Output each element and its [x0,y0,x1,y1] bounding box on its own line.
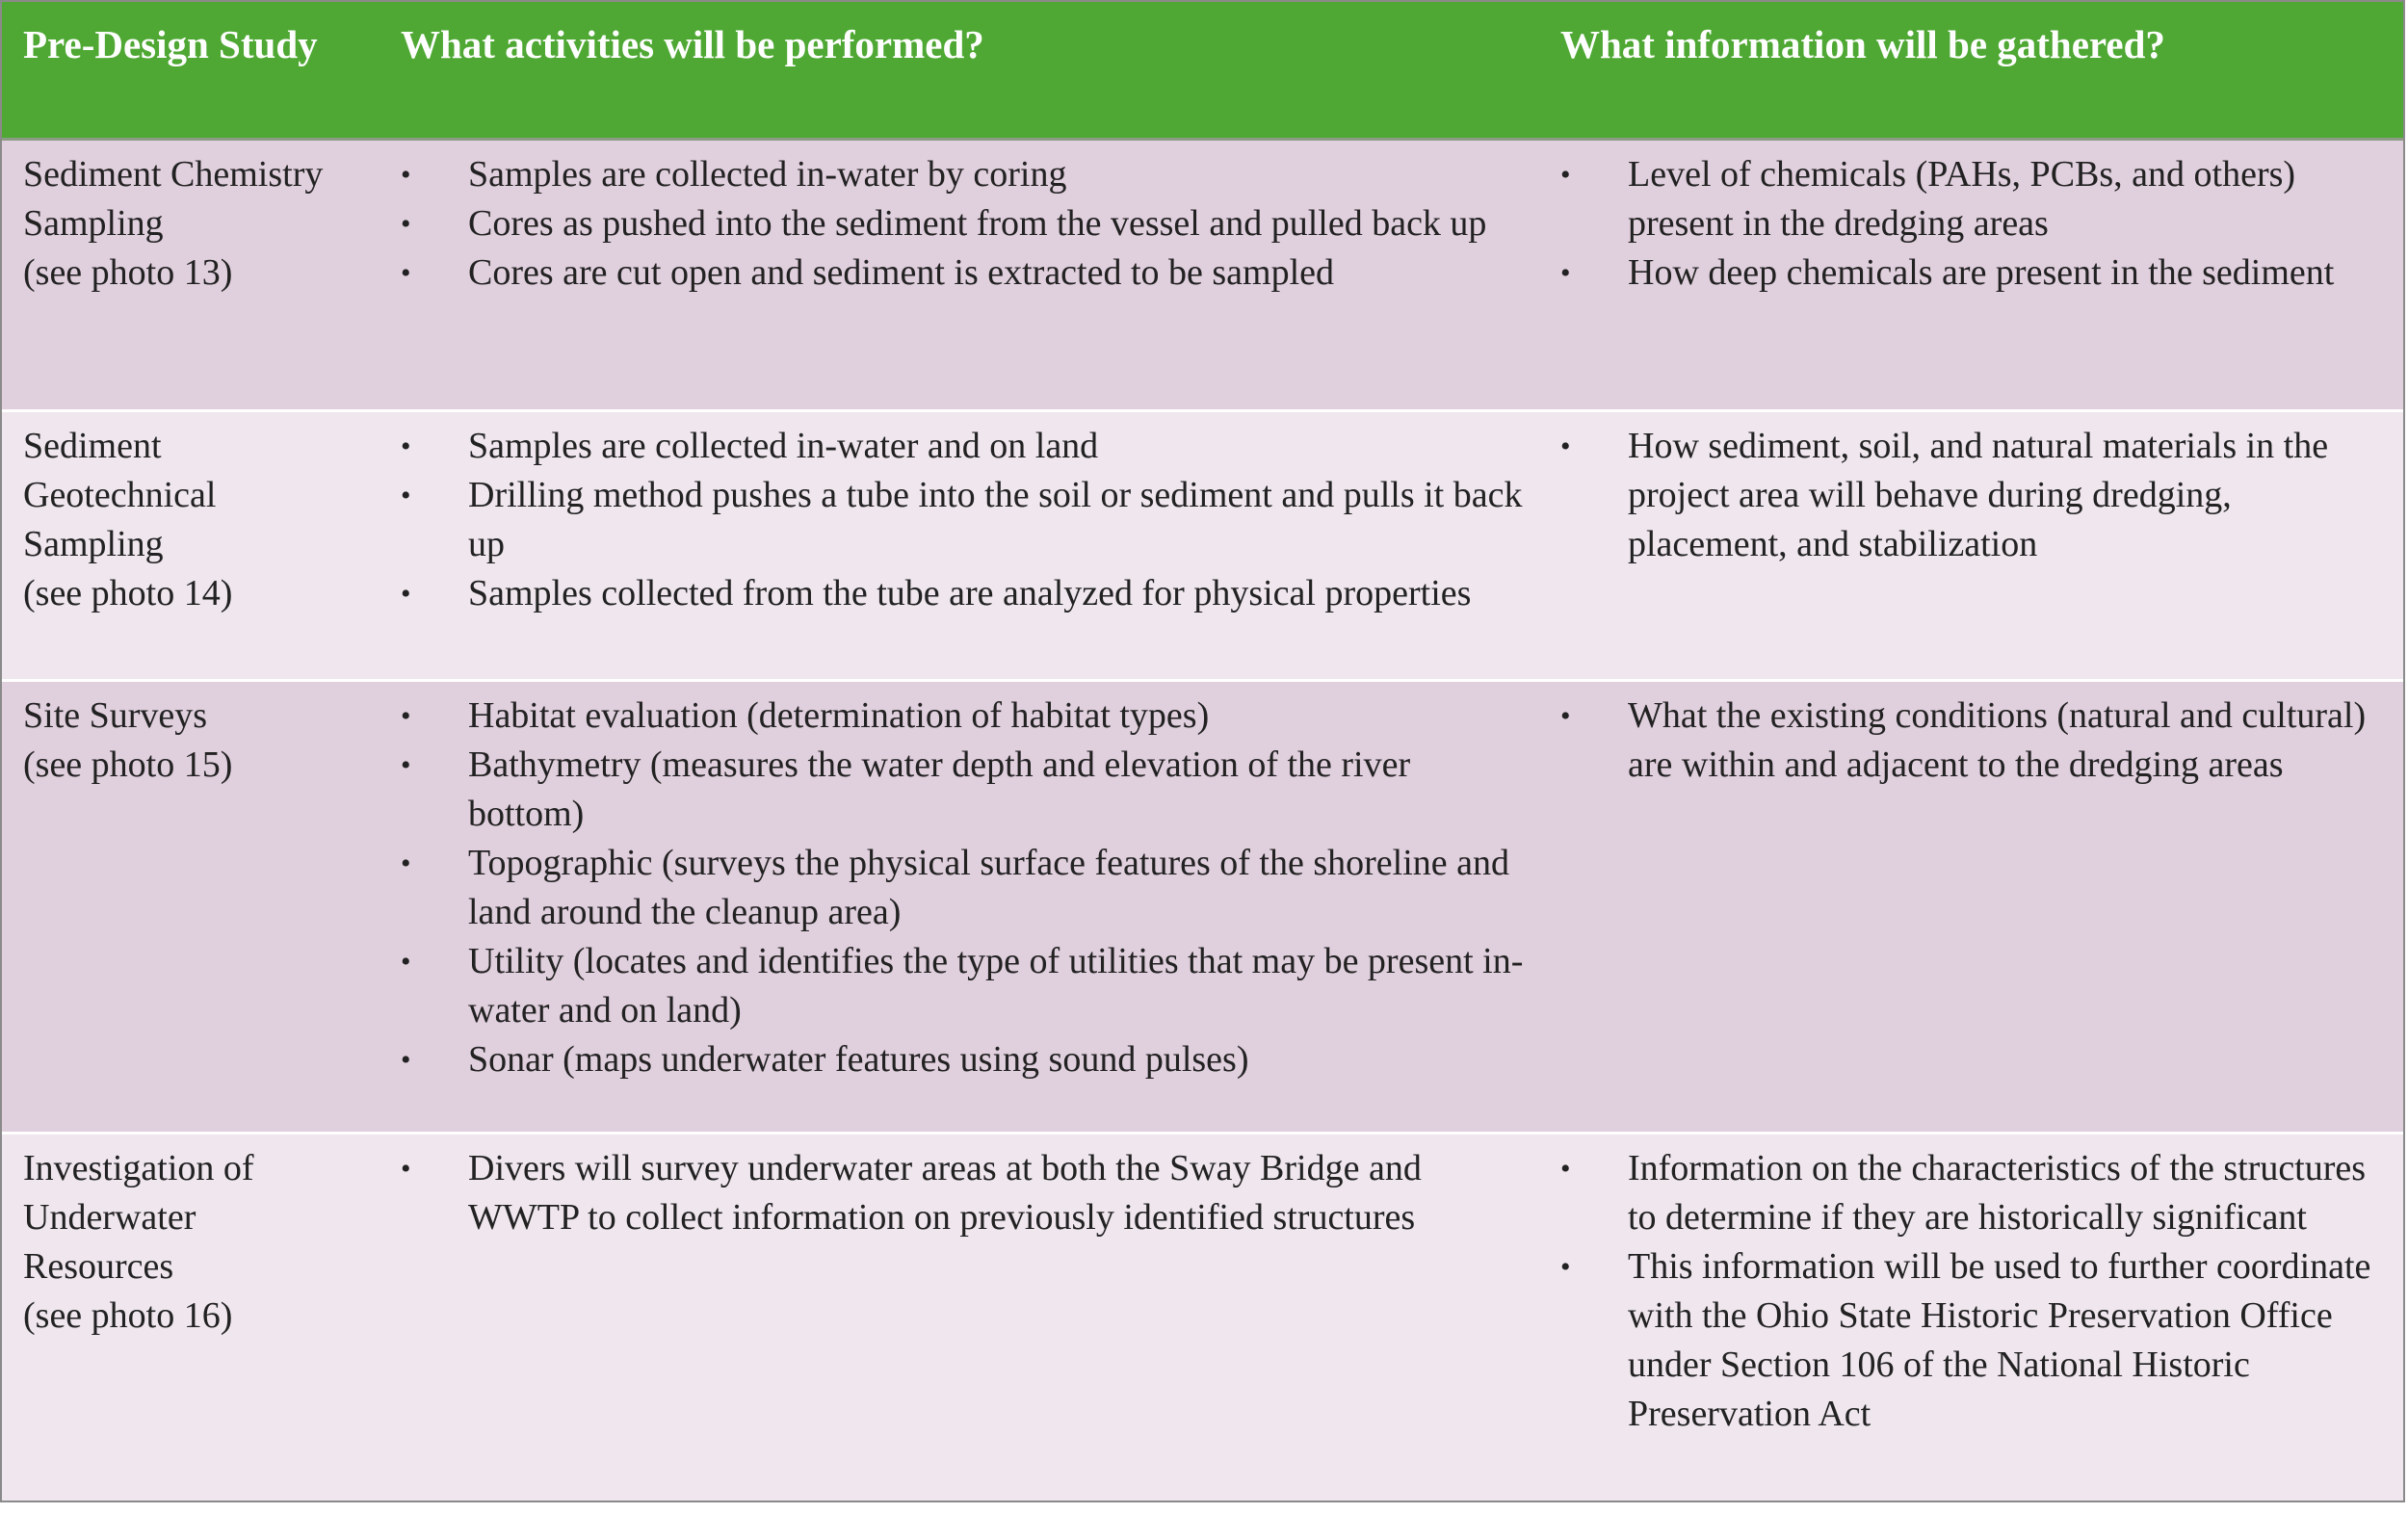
study-line: Underwater [23,1196,196,1238]
information-item: • How deep chemicals are present in the sediment [1560,248,2380,298]
table-row [2,139,2403,410]
information-item: • This information will be used to further coordinate with the Ohio State Historic Preservation Office under Section 106 of the National Historic Preservation Act [1560,1242,2380,1439]
information-item: • How sediment, soil, and natural materials in the project area will behave during dredging, placement, and stabilization [1560,422,2380,569]
activity-item: • Cores as pushed into the sediment from the vessel and pulled back up [401,199,1524,248]
activity-item: • Samples are collected in-water by coring [401,150,1524,199]
header-activities: What activities will be performed? [381,2,1541,139]
information-item: • Information on the characteristics of the structures to determine if they are historically significant [1560,1144,2380,1242]
header-information: What information will be gathered? [1541,2,2403,139]
activity-item: • Drilling method pushes a tube into the soil or sediment and pulls it back up [401,471,1524,569]
activities-cell [381,410,1541,680]
study-cell [2,1133,381,1502]
table-row [2,680,2403,1133]
study-cell [2,680,381,1133]
study-cell [2,139,381,410]
information-cell [1541,410,2403,680]
study-line: (see photo 13) [23,251,233,293]
study-line: Sampling [23,523,164,564]
study-line: (see photo 15) [23,744,233,785]
information-cell [1541,139,2403,410]
activities-cell [381,1133,1541,1502]
table-row [2,410,2403,680]
header-pre-design-study: Pre-Design Study [2,2,381,139]
information-cell [1541,1133,2403,1502]
study-line: Geotechnical [23,474,217,515]
activity-item: • Cores are cut open and sediment is extracted to be sampled [401,248,1524,298]
study-line: Resources [23,1245,174,1287]
study-line: Site Surveys [23,694,208,736]
study-cell [2,410,381,680]
activity-item: • Sonar (maps underwater features using sound pulses) [401,1035,1524,1084]
study-line: Sampling [23,202,164,244]
activities-cell [381,680,1541,1133]
information-item: • What the existing conditions (natural and cultural) are within and adjacent to the dredging areas [1560,692,2380,790]
activity-item: • Samples are collected in-water and on land [401,422,1524,471]
activity-item: • Bathymetry (measures the water depth and elevation of the river bottom) [401,741,1524,839]
activity-item: • Topographic (surveys the physical surface features of the shoreline and land around the cleanup area) [401,839,1524,937]
activity-item: • Divers will survey underwater areas at both the Sway Bridge and WWTP to collect information on previously identified structures [401,1144,1524,1242]
activity-item: • Habitat evaluation (determination of habitat types) [401,692,1524,741]
study-line: Sediment [23,425,162,466]
pre-design-study-table [2,2,2403,1502]
activities-cell [381,139,1541,410]
table-row [2,1133,2403,1502]
information-cell [1541,680,2403,1133]
table-header-row [2,2,2403,139]
study-line: Investigation of [23,1147,254,1188]
information-item: • Level of chemicals (PAHs, PCBs, and others) present in the dredging areas [1560,150,2380,248]
study-line: (see photo 14) [23,572,233,613]
activity-item: • Utility (locates and identifies the type of utilities that may be present in-water and on land) [401,937,1524,1035]
study-line: (see photo 16) [23,1294,233,1336]
study-line: Sediment Chemistry [23,153,324,195]
activity-item: • Samples collected from the tube are analyzed for physical properties [401,569,1524,618]
